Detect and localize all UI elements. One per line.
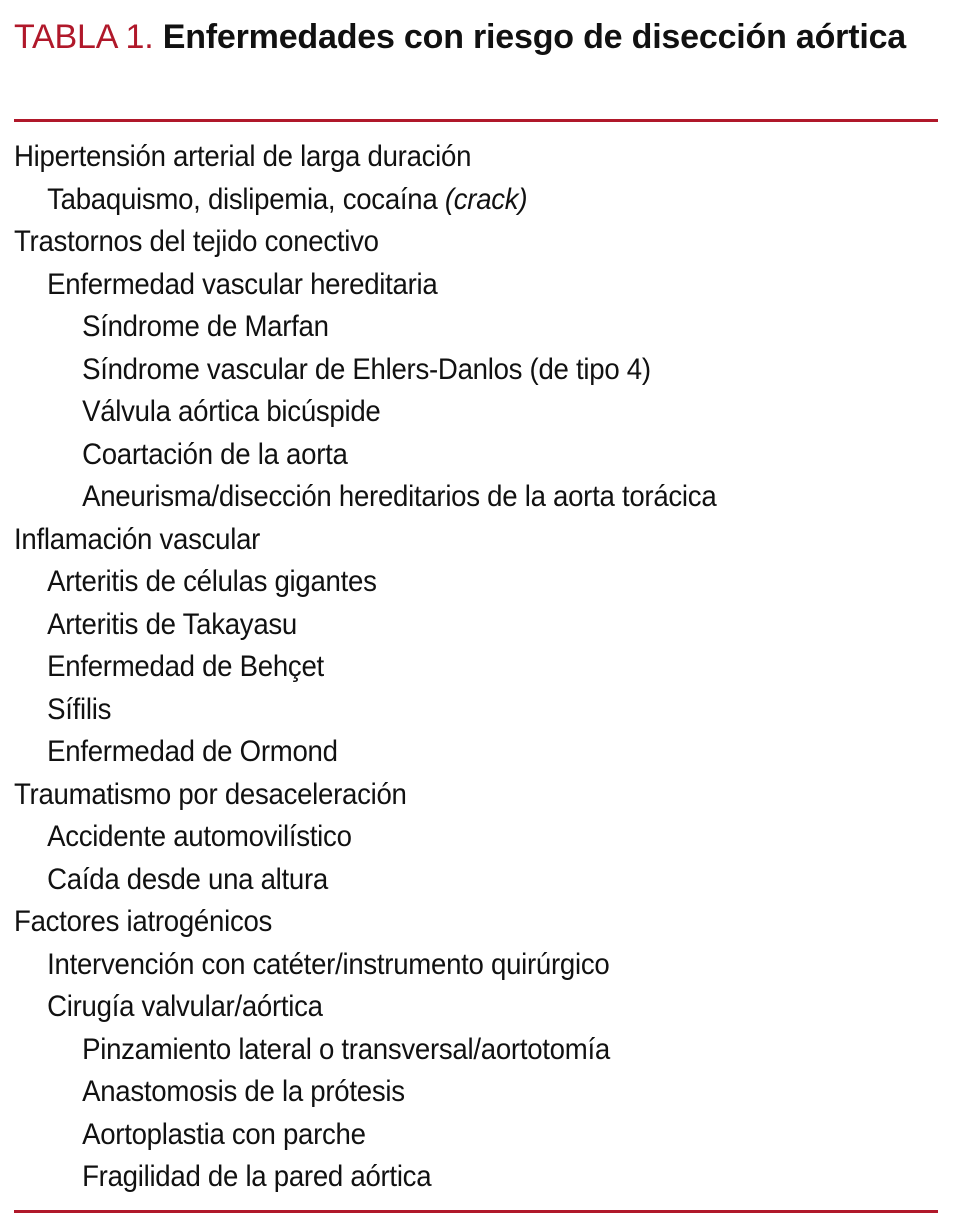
table-row [14, 136, 870, 179]
row-text: Válvula aórtica bicúspide [82, 395, 381, 428]
table-row [14, 476, 870, 519]
row-text: Pinzamiento lateral o transversal/aortotomía [82, 1032, 610, 1066]
table-row [14, 519, 870, 562]
table-row [14, 774, 870, 817]
table-row [14, 986, 870, 1029]
table-row [14, 944, 870, 987]
row-text: Factores iatrogénicos [14, 905, 273, 938]
row-text: Coartación de la aorta [82, 437, 348, 471]
row-text: Enfermedad vascular hereditaria [47, 267, 438, 301]
row-text: Síndrome vascular de Ehlers-Danlos (de tipo 4) [82, 352, 651, 386]
row-text: Tabaquismo, dislipemia, cocaína [47, 182, 438, 216]
table-row [14, 816, 870, 859]
table-row [14, 306, 870, 349]
row-text: Arteritis de células gigantes [47, 565, 377, 598]
table-row [14, 859, 870, 902]
table-row [14, 349, 870, 392]
table-row [14, 561, 870, 604]
table-body [14, 136, 944, 1199]
table-row [14, 1029, 870, 1072]
table-row [14, 391, 870, 434]
row-italic-text: (crack) [444, 182, 528, 216]
row-text: Intervención con catéter/instrumento quirúrgico [47, 947, 610, 981]
table-row [14, 264, 870, 307]
row-text: Fragilidad de la pared aórtica [82, 1160, 432, 1193]
row-text: Aortoplastia con parche [82, 1117, 366, 1151]
table-row [14, 1114, 870, 1157]
row-text: Sífilis [47, 692, 112, 726]
row-text: Enfermedad de Ormond [47, 735, 338, 768]
table-label: TABLA 1. [14, 18, 154, 56]
row-text: Síndrome de Marfan [82, 310, 329, 343]
bottom-divider [14, 1210, 938, 1213]
row-text: Cirugía valvular/aórtica [47, 990, 323, 1023]
row-text: Caída desde una altura [47, 862, 328, 896]
table-title-text: Enfermedades con riesgo de disección aórtica [162, 18, 906, 56]
table-row [14, 1071, 870, 1114]
table-row [14, 179, 870, 222]
row-text: Inflamación vascular [14, 522, 261, 556]
table-row [14, 604, 870, 647]
table-row [14, 731, 870, 774]
row-text: Hipertensión arterial de larga duración [14, 140, 472, 173]
table-row [14, 434, 870, 477]
table-row [14, 901, 870, 944]
table-row [14, 1156, 870, 1199]
row-text: Anastomosis de la prótesis [82, 1075, 405, 1108]
row-text: Traumatismo por desaceleración [14, 777, 407, 811]
top-divider [14, 119, 938, 122]
table-row [14, 646, 870, 689]
table-row [14, 689, 870, 732]
row-text: Aneurisma/disección hereditarios de la aorta torácica [82, 480, 717, 513]
row-text: Trastornos del tejido conectivo [14, 225, 379, 258]
table-title [14, 14, 934, 60]
table-row [14, 221, 870, 264]
row-text: Enfermedad de Behçet [47, 650, 324, 683]
row-text: Accidente automovilístico [47, 820, 352, 853]
row-text: Arteritis de Takayasu [47, 607, 298, 641]
